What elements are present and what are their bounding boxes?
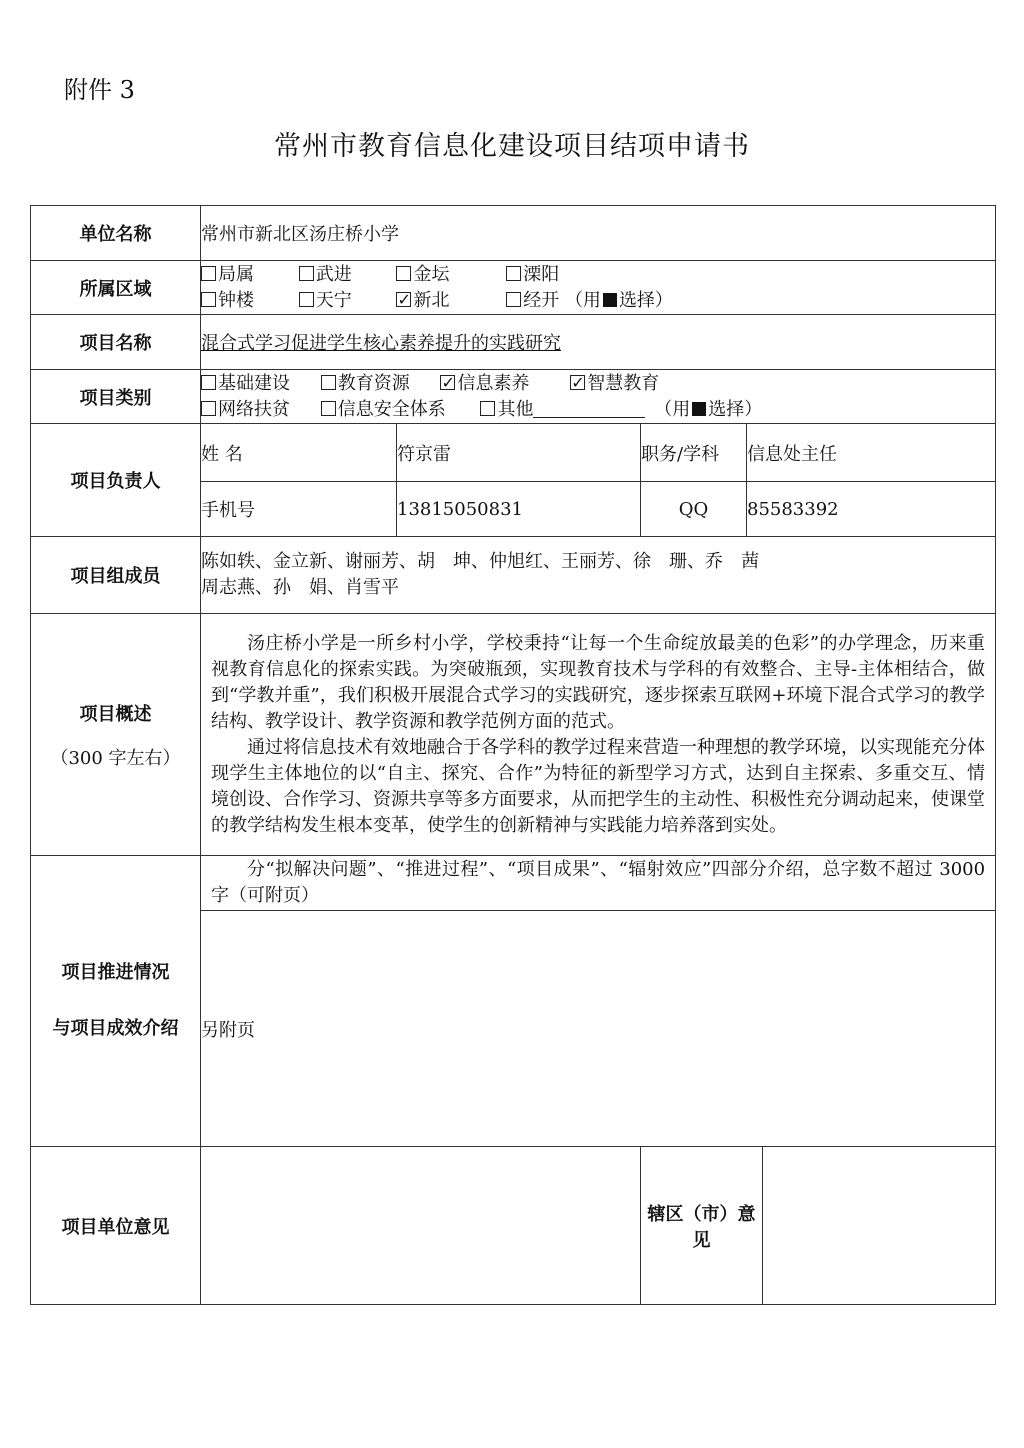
checkbox-icon [201,292,216,307]
members-label: 项目组成员 [31,537,201,614]
region-label: 所属区域 [31,261,201,315]
filled-square-icon [692,402,706,416]
checkbox-checked-icon [396,292,411,307]
unit-opinion-field[interactable] [201,1147,641,1305]
checkbox-checked-icon [570,375,585,390]
checkbox-icon [299,266,314,281]
summary-value[interactable] [201,614,996,856]
region-option-xinbei[interactable]: ✓ 新北 [396,288,500,314]
leader-qq-value[interactable]: 85583392 [747,482,996,537]
checkbox-icon [299,292,314,307]
category-option-infrastructure[interactable]: 基础建设 [201,371,315,397]
application-form [30,205,996,1305]
summary-label-cell [31,614,201,856]
progress-label-line-2: 与项目成效介绍 [52,1018,179,1039]
category-option-security[interactable]: 信息安全体系 [321,397,475,423]
progress-instruction: 分“拟解决问题”、“推进过程”、“项目成果”、“辐射效应”四部分介绍，总字数不超过 3000 字（可附页） [201,856,996,911]
checkbox-icon [506,266,521,281]
leader-label: 项目负责人 [31,424,201,537]
category-options [201,370,996,424]
category-option-poverty[interactable]: 网络扶贫 [201,397,315,423]
region-option-tianning[interactable]: 天宁 [299,288,391,314]
summary-label: 项目概述 [79,703,152,725]
leader-name-label: 姓 名 [201,424,397,482]
progress-content[interactable]: 另附页 [201,911,996,1147]
category-option-resources[interactable]: 教育资源 [321,371,435,397]
region-option-wujin[interactable]: 武进 [299,262,391,288]
leader-phone-value[interactable]: 13815050831 [397,482,641,537]
leader-qq-label: QQ [641,482,747,537]
category-option-smart[interactable]: ✓ 智慧教育 [570,371,659,397]
region-hint: （用 选择） [564,289,673,311]
leader-duty-value[interactable]: 信息处主任 [747,424,996,482]
summary-paragraph-1: 汤庄桥小学是一所乡村小学，学校秉持“让每一个生命绽放最美的色彩”的办学理念，历来重视教育信息化的探索实践。为突破瓶颈，实现教育技术与学科的有效整合、主导-主体相结合，做到“学教并重”，我们积极开展混合式学习的实践研究，逐步探索互联网+环境下混合式学习的教学结构、教学设计、教学资源和教学范例方面的范式。 [211,632,986,732]
unit-label: 单位名称 [31,206,201,261]
district-opinion-label: 辖区（市）意见 [641,1147,763,1305]
region-option-jintan[interactable]: 金坛 [396,262,500,288]
summary-sublabel: （300 字左右） [50,747,181,769]
project-name-value[interactable]: 混合式学习促进学生核心素养提升的实践研究 [201,315,996,370]
checkbox-icon [201,375,216,390]
summary-paragraph-2: 通过将信息技术有效地融合于各学科的教学过程来营造一种理想的教学环境，以实现能充分体现学生主体地位的以“自主、探究、合作”为特征的新型学习方式，达到自主探索、多重交互、情境创设、合作学习、资源共享等多方面要求，从而把学生的主动性、积极性充分调动起来，使课堂的教学结构发生根本变革，使学生的创新精神与实践能力培养落到实处。 [211,736,986,836]
unit-opinion-label: 项目单位意见 [31,1147,201,1305]
checkbox-icon [480,401,495,416]
category-label: 项目类别 [31,370,201,424]
project-name-label: 项目名称 [31,315,201,370]
members-line-1: 陈如轶、金立新、谢丽芳、胡 坤、仲旭红、王丽芳、徐 珊、乔 茜 [201,551,759,572]
document-title: 常州市教育信息化建设项目结项申请书 [274,131,750,162]
checkbox-checked-icon [440,375,455,390]
region-option-jushu[interactable]: 局属 [201,262,293,288]
unit-value[interactable]: 常州市新北区汤庄桥小学 [201,206,996,261]
category-option-other[interactable]: 其他 [480,397,648,423]
progress-label-cell [31,856,201,1147]
region-option-jingkai[interactable]: 经开 [506,288,559,314]
checkbox-icon [506,292,521,307]
filled-square-icon [603,293,617,307]
checkbox-icon [396,266,411,281]
district-opinion-field[interactable] [763,1147,996,1305]
region-options [201,261,996,315]
other-blank-line[interactable] [533,399,645,418]
attachment-number: 附件 3 [64,76,135,104]
leader-phone-label: 手机号 [201,482,397,537]
region-option-zhonglou[interactable]: 钟楼 [201,288,293,314]
checkbox-icon [201,266,216,281]
region-option-liyang[interactable]: 溧阳 [506,262,559,288]
checkbox-icon [321,401,336,416]
members-value[interactable] [201,537,996,614]
leader-name-value[interactable]: 符京雷 [397,424,641,482]
category-option-literacy[interactable]: ✓ 信息素养 [440,371,564,397]
members-line-2: 周志燕、孙 娟、肖雪平 [201,577,399,598]
progress-label-line-1: 项目推进情况 [61,962,170,983]
category-hint: （用 选择） [654,398,763,420]
checkbox-icon [321,375,336,390]
leader-duty-label: 职务/学科 [641,424,747,482]
checkbox-icon [201,401,216,416]
